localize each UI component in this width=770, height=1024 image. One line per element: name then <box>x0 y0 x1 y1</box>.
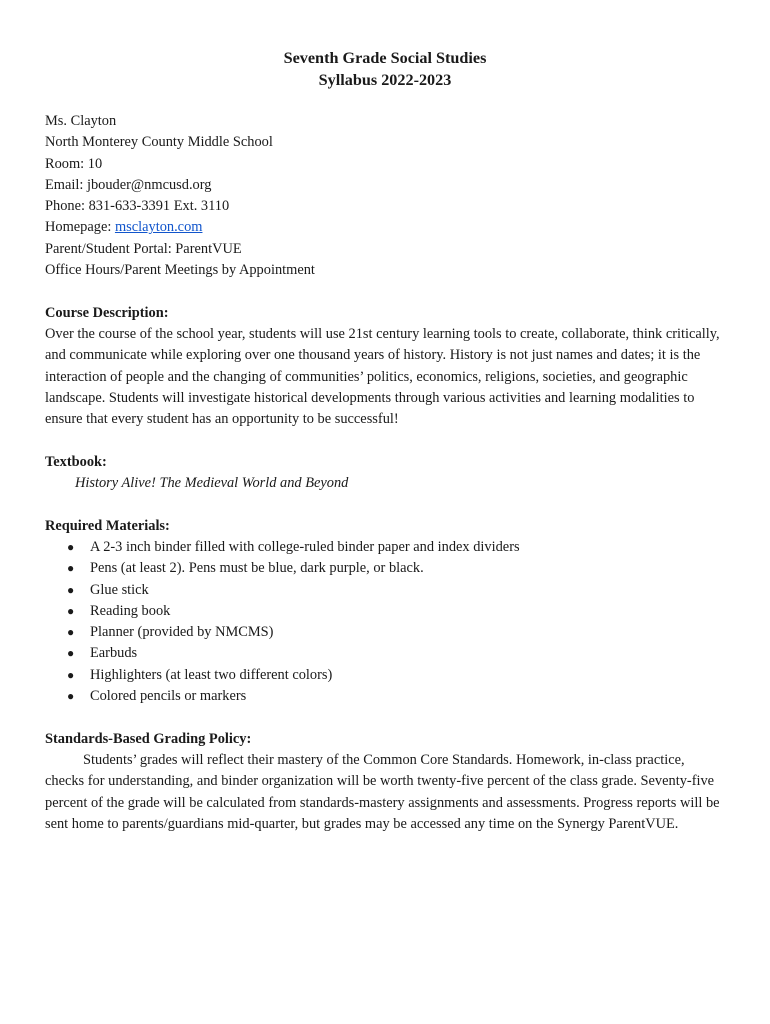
email-line: Email: jbouder@nmcusd.org <box>45 176 212 193</box>
course-description-body: Over the course of the school year, students will use 21st century learning tools to create, collaborate, think critically, and communicate while exploring over one thousand years of history. History is not just names and dates; it is the interaction of people and the changing of communities’ politics, economics, religions, societies, and geographic landscape. Students will investigate historical developments through various activities and learning modalities to ensure that every student has an opportunity to be successful! <box>45 325 720 428</box>
syllabus-page <box>45 47 725 835</box>
grading-body: Students’ grades will reflect their mastery of the Common Core Standards. Homework, in-class practice, checks for understanding, and binder organization will be worth twenty-five percent of the class grade. Seventy-five percent of the grade will be calculated from standards-mastery assignments and assessments. Progress reports will be sent home to parents/guardians mid-quarter, but grades may be accessed any time on the Synergy ParentVUE. <box>45 751 720 832</box>
homepage-line <box>45 217 725 238</box>
title-block <box>45 47 725 91</box>
course-description-heading: Course Description: <box>45 304 169 321</box>
grading-heading: Standards-Based Grading Policy: <box>45 730 252 747</box>
list-item <box>45 601 725 622</box>
bullet-icon: ● <box>67 646 75 661</box>
list-item-text: Planner (provided by NMCMS) <box>90 624 274 641</box>
bullet-icon: ● <box>67 689 75 704</box>
bullet-icon: ● <box>67 561 75 576</box>
phone-line: Phone: 831-633-3391 Ext. 3110 <box>45 198 230 215</box>
bullet-icon: ● <box>67 667 75 682</box>
portal-line: Parent/Student Portal: ParentVUE <box>45 240 242 257</box>
school-name: North Monterey County Middle School <box>45 134 273 151</box>
bullet-icon: ● <box>67 539 75 554</box>
bullet-icon: ● <box>67 603 75 618</box>
teacher-name: Ms. Clayton <box>45 113 117 129</box>
list-item-text: Colored pencils or markers <box>90 688 247 705</box>
textbook-heading: Textbook: <box>45 453 107 470</box>
list-item <box>45 558 725 579</box>
bullet-icon: ● <box>67 625 75 640</box>
contact-info <box>45 111 725 281</box>
list-item-text: Reading book <box>90 602 171 619</box>
office-hours-line: Office Hours/Parent Meetings by Appointment <box>45 262 315 279</box>
page-subtitle: Syllabus 2022-2023 <box>318 71 452 89</box>
course-description-section <box>45 303 725 431</box>
room-number: Room: 10 <box>45 155 103 172</box>
list-item <box>45 665 725 686</box>
list-item-text: Pens (at least 2). Pens must be blue, dark purple, or black. <box>90 560 424 577</box>
materials-heading: Required Materials: <box>45 517 170 534</box>
list-item-text: Earbuds <box>90 645 138 662</box>
list-item <box>45 537 725 558</box>
list-item-text: Glue stick <box>90 581 149 598</box>
homepage-link[interactable]: msclayton.com <box>114 219 203 236</box>
list-item-text: A 2-3 inch binder filled with college-ruled binder paper and index dividers <box>90 538 520 555</box>
materials-list <box>45 537 725 707</box>
textbook-title: History Alive! The Medieval World and Beyond <box>75 475 349 492</box>
list-item <box>45 580 725 601</box>
list-item <box>45 686 725 707</box>
grading-section <box>45 729 725 835</box>
list-item-text: Highlighters (at least two different colors) <box>90 666 333 683</box>
homepage-label: Homepage: <box>45 219 115 236</box>
list-item <box>45 622 725 643</box>
bullet-icon: ● <box>67 582 75 597</box>
textbook-section <box>45 452 725 495</box>
list-item <box>45 643 725 664</box>
page-title: Seventh Grade Social Studies <box>283 49 487 67</box>
materials-section <box>45 516 725 708</box>
